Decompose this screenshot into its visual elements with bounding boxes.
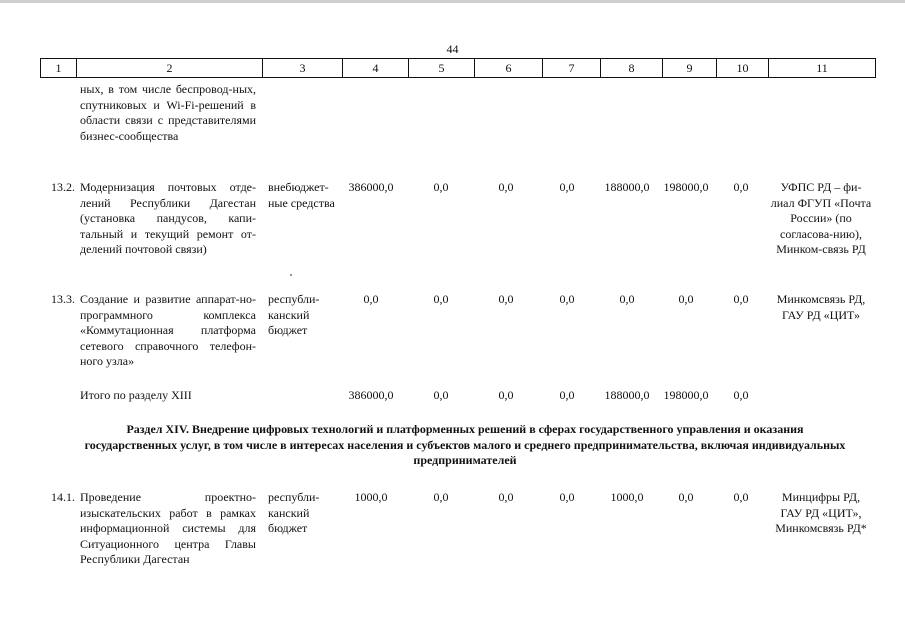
col-header-5: 5: [409, 59, 475, 78]
col-header-11: 11: [769, 59, 876, 78]
col-header-8: 8: [601, 59, 663, 78]
row-13-2-executor: УФПС РД – фи-лиал ФГУП «Почта России» (по согласова-нию), Минком-связь РД: [770, 180, 872, 256]
col-header-6: 6: [475, 59, 543, 78]
col-header-1: 1: [41, 59, 77, 78]
row-14-1-source: республи-канский бюджет: [268, 490, 320, 535]
row-14-1-value-7: 0,0: [559, 490, 575, 504]
row-14-1-value-5: 0,0: [433, 490, 449, 504]
row-13-3-value-9: 0,0: [678, 292, 694, 306]
row-13-2-value-8: 188000,0: [604, 180, 650, 194]
row-13-2-value-7: 0,0: [559, 180, 575, 194]
row-13-3-source: республи-канский бюджет: [268, 292, 320, 337]
row-14-1-value-8: 1000,0: [610, 490, 644, 504]
page-number: 44: [446, 42, 459, 56]
top-edge: [0, 0, 905, 3]
row-13-3-name: Создание и развитие аппарат-но-программного комплекса «Коммутационная платформа сетевого справочного телефон-ного узла»: [80, 292, 256, 368]
row-14-1-name: Проведение проектно-изыскательских работ в рамках информационной системы для Ситуационного центра Главы Республики Дагестан: [80, 490, 256, 566]
row-13-2-value-total: 386000,0: [348, 180, 394, 194]
total-value-10: 0,0: [733, 388, 749, 402]
row-13-3-value-8: 0,0: [619, 292, 635, 306]
row-13-2-value-6: 0,0: [498, 180, 514, 194]
total-value-5: 0,0: [433, 388, 449, 402]
row-14-1-value-10: 0,0: [733, 490, 749, 504]
total-value-7: 0,0: [559, 388, 575, 402]
row-13-3-value-10: 0,0: [733, 292, 749, 306]
row-13-3-number: 13.3.: [51, 292, 75, 306]
row-14-1-value-9: 0,0: [678, 490, 694, 504]
row-13-2-source: внебюджет-ные средства: [268, 180, 335, 210]
row-13-3-value-total: 0,0: [363, 292, 379, 306]
row-14-1-value-total: 1000,0: [354, 490, 388, 504]
total-value-6: 0,0: [498, 388, 514, 402]
row-13-2-value-9: 198000,0: [663, 180, 709, 194]
row-13-3-value-7: 0,0: [559, 292, 575, 306]
total-value-8: 188000,0: [604, 388, 650, 402]
row-13-2-number: 13.2.: [51, 180, 75, 194]
scan-speck: [290, 274, 292, 276]
continued-text: ных, в том числе беспровод-ных, спутниковых и Wi-Fi-решений в области связи с представителями бизнес-сообщества: [80, 82, 256, 143]
section-13-total-label: Итого по разделу XIII: [80, 388, 192, 402]
row-13-3-value-6: 0,0: [498, 292, 514, 306]
total-value-9: 198000,0: [663, 388, 709, 402]
col-header-2: 2: [77, 59, 263, 78]
row-14-1-number: 14.1.: [51, 490, 75, 504]
row-14-1-value-6: 0,0: [498, 490, 514, 504]
row-13-3-value-5: 0,0: [433, 292, 449, 306]
section-14-heading: Раздел XIV. Внедрение цифровых технологий и платформенных решений в сферах государственного управления и оказания государственных услуг, в том числе в интересах населения и субъектов малого и среднего предпринимательства, включая индивидуальных предпринимателей: [84, 422, 846, 467]
col-header-9: 9: [663, 59, 717, 78]
row-13-2-value-10: 0,0: [733, 180, 749, 194]
row-13-3-executor: Минкомсвязь РД, ГАУ РД «ЦИТ»: [776, 292, 866, 322]
col-header-3: 3: [263, 59, 343, 78]
col-header-10: 10: [717, 59, 769, 78]
row-13-2-name: Модернизация почтовых отде-лений Республики Дагестан (установка пандусов, капи-тальный и текущий ремонт от-делений почтовой связи): [80, 180, 256, 256]
row-14-1-executor: Минцифры РД, ГАУ РД «ЦИТ», Минкомсвязь РД*: [775, 490, 867, 535]
row-13-2-value-5: 0,0: [433, 180, 449, 194]
column-header-row: [40, 58, 876, 78]
col-header-7: 7: [543, 59, 601, 78]
col-header-4: 4: [343, 59, 409, 78]
total-value-total: 386000,0: [348, 388, 394, 402]
